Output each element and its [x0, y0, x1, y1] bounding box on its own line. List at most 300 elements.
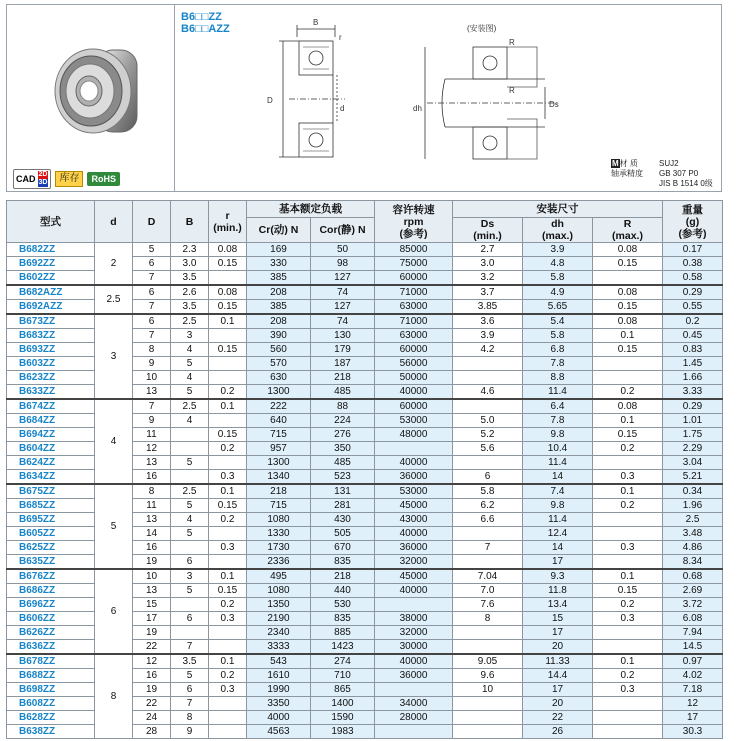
cell-cr: 208 — [247, 314, 311, 329]
cell-r: 0.3 — [209, 683, 247, 697]
cell-r: 0.08 — [209, 243, 247, 257]
cell-cor: 131 — [311, 484, 375, 499]
cell-speed: 60000 — [375, 399, 453, 414]
cell-R: 0.1 — [593, 484, 663, 499]
cell-r: 0.1 — [209, 569, 247, 584]
model-link[interactable]: B674ZZ — [7, 399, 95, 414]
cell-r: 0.1 — [209, 484, 247, 499]
cell-dh: 6.8 — [523, 343, 593, 357]
dim-dh-label: dh — [413, 104, 422, 113]
cell-B: 3.5 — [171, 654, 209, 669]
cell-r: 0.1 — [209, 399, 247, 414]
model-link[interactable]: B688ZZ — [7, 669, 95, 683]
cell-r: 0.2 — [209, 442, 247, 456]
cell-cor: 350 — [311, 442, 375, 456]
cell-r: 0.2 — [209, 513, 247, 527]
cell-w: 3.48 — [663, 527, 723, 541]
cell-ds: 3.9 — [453, 329, 523, 343]
col-R: R (max.) — [593, 218, 663, 243]
cell-cr: 1300 — [247, 385, 311, 400]
cell-cor: 1423 — [311, 640, 375, 655]
cell-speed: 71000 — [375, 285, 453, 300]
cell-B: 2.5 — [171, 484, 209, 499]
cell-dh: 17 — [523, 626, 593, 640]
cell-r: 0.1 — [209, 314, 247, 329]
cell-B: 3.0 — [171, 257, 209, 271]
cell-r — [209, 555, 247, 570]
bore-d-cell: 2 — [95, 243, 133, 286]
cell-w: 0.45 — [663, 329, 723, 343]
cell-D: 8 — [133, 484, 171, 499]
cell-w: 0.83 — [663, 343, 723, 357]
cell-B: 5 — [171, 385, 209, 400]
cell-dh: 14 — [523, 541, 593, 555]
cell-cor: 440 — [311, 584, 375, 598]
cell-cor: 187 — [311, 357, 375, 371]
cell-R — [593, 527, 663, 541]
cell-ds: 9.6 — [453, 669, 523, 683]
cell-speed: 40000 — [375, 654, 453, 669]
table-row — [7, 314, 723, 329]
cell-r — [209, 725, 247, 739]
cell-B — [171, 442, 209, 456]
cell-dh: 6.4 — [523, 399, 593, 414]
cell-ds: 7 — [453, 541, 523, 555]
cell-B: 4 — [171, 343, 209, 357]
cell-B: 3.5 — [171, 271, 209, 286]
model-link[interactable]: B673ZZ — [7, 314, 95, 329]
cell-cr: 715 — [247, 428, 311, 442]
cell-D: 19 — [133, 555, 171, 570]
model-link[interactable]: B686ZZ — [7, 584, 95, 598]
cell-r — [209, 329, 247, 343]
cell-dh: 12.4 — [523, 527, 593, 541]
cell-R: 0.08 — [593, 314, 663, 329]
model-link[interactable]: B682AZZ — [7, 285, 95, 300]
dim-inner-d-label: d — [340, 104, 345, 113]
cad-badge[interactable]: CAD 2D 3D — [13, 169, 51, 189]
bore-d-cell: 2.5 — [95, 285, 133, 314]
cell-ds: 6 — [453, 470, 523, 485]
cell-dh: 9.3 — [523, 569, 593, 584]
cell-B — [171, 541, 209, 555]
cell-dh: 11.4 — [523, 513, 593, 527]
cell-D: 13 — [133, 385, 171, 400]
cell-cor: 98 — [311, 257, 375, 271]
cell-cor: 130 — [311, 329, 375, 343]
cell-dh: 7.4 — [523, 484, 593, 499]
cell-ds: 8 — [453, 612, 523, 626]
cell-R: 0.15 — [593, 300, 663, 315]
cell-D: 11 — [133, 428, 171, 442]
model-link[interactable]: B625ZZ — [7, 541, 95, 555]
model-link[interactable]: B684ZZ — [7, 414, 95, 428]
model-link[interactable]: B683ZZ — [7, 329, 95, 343]
cell-w: 0.2 — [663, 314, 723, 329]
cell-cr: 957 — [247, 442, 311, 456]
cell-dh: 26 — [523, 725, 593, 739]
cell-ds — [453, 456, 523, 470]
cell-R — [593, 640, 663, 655]
cell-r — [209, 414, 247, 428]
cell-w: 1.01 — [663, 414, 723, 428]
cell-B: 3 — [171, 569, 209, 584]
cell-dh: 5.8 — [523, 329, 593, 343]
cell-B: 5 — [171, 499, 209, 513]
cell-cr: 1080 — [247, 584, 311, 598]
cell-r: 0.15 — [209, 257, 247, 271]
cell-r: 0.3 — [209, 612, 247, 626]
install-title: (安装图) — [467, 24, 497, 33]
model-link[interactable]: B636ZZ — [7, 640, 95, 655]
feature-badges — [13, 169, 120, 189]
cell-R — [593, 697, 663, 711]
col-load-group: 基本额定负载 — [247, 201, 375, 218]
cell-dh: 5.65 — [523, 300, 593, 315]
cell-w: 2.69 — [663, 584, 723, 598]
cell-B: 7 — [171, 640, 209, 655]
cell-w: 1.66 — [663, 371, 723, 385]
cell-ds — [453, 697, 523, 711]
cell-speed: 32000 — [375, 626, 453, 640]
cell-B — [171, 626, 209, 640]
cell-w: 1.96 — [663, 499, 723, 513]
cell-cr: 208 — [247, 285, 311, 300]
cell-D: 6 — [133, 285, 171, 300]
cell-cor: 74 — [311, 314, 375, 329]
cell-D: 10 — [133, 371, 171, 385]
cell-dh: 15 — [523, 612, 593, 626]
cell-cr: 715 — [247, 499, 311, 513]
cell-R: 0.2 — [593, 669, 663, 683]
cell-r — [209, 271, 247, 286]
cell-speed: 63000 — [375, 329, 453, 343]
table-row — [7, 285, 723, 300]
cell-speed: 56000 — [375, 357, 453, 371]
cell-dh: 5.4 — [523, 314, 593, 329]
cell-speed: 32000 — [375, 555, 453, 570]
cell-ds: 5.2 — [453, 428, 523, 442]
dim-b-label: B — [313, 18, 319, 27]
cell-cr: 1730 — [247, 541, 311, 555]
cell-cor: 710 — [311, 669, 375, 683]
cell-D: 28 — [133, 725, 171, 739]
cell-speed: 40000 — [375, 527, 453, 541]
model-link[interactable]: B626ZZ — [7, 626, 95, 640]
cell-B — [171, 428, 209, 442]
model-link[interactable]: B603ZZ — [7, 357, 95, 371]
model-link[interactable]: B685ZZ — [7, 499, 95, 513]
cell-B: 6 — [171, 612, 209, 626]
cell-R — [593, 711, 663, 725]
table-row — [7, 399, 723, 414]
cell-B: 3.5 — [171, 300, 209, 315]
cell-cr: 169 — [247, 243, 311, 257]
cell-speed: 28000 — [375, 711, 453, 725]
cell-dh: 8.8 — [523, 371, 593, 385]
cell-cr: 385 — [247, 300, 311, 315]
model-link[interactable]: B698ZZ — [7, 683, 95, 697]
cell-dh: 14.4 — [523, 669, 593, 683]
model-link[interactable]: B638ZZ — [7, 725, 95, 739]
model-link[interactable]: B695ZZ — [7, 513, 95, 527]
model-link[interactable]: B624ZZ — [7, 456, 95, 470]
cell-B — [171, 598, 209, 612]
cell-speed: 43000 — [375, 513, 453, 527]
cell-ds: 2.7 — [453, 243, 523, 257]
cell-dh: 9.8 — [523, 499, 593, 513]
cell-w: 0.68 — [663, 569, 723, 584]
cell-B: 4 — [171, 371, 209, 385]
cell-R: 0.08 — [593, 243, 663, 257]
cell-speed: 75000 — [375, 257, 453, 271]
cell-R: 0.3 — [593, 541, 663, 555]
cell-dh: 20 — [523, 697, 593, 711]
cell-speed: 53000 — [375, 484, 453, 499]
cell-r: 0.2 — [209, 385, 247, 400]
cell-w: 0.38 — [663, 257, 723, 271]
cell-B: 5 — [171, 584, 209, 598]
cell-w: 0.29 — [663, 285, 723, 300]
cell-R: 0.3 — [593, 470, 663, 485]
cell-D: 22 — [133, 697, 171, 711]
cell-D: 7 — [133, 399, 171, 414]
cell-cor: 485 — [311, 456, 375, 470]
cell-D: 22 — [133, 640, 171, 655]
cell-D: 10 — [133, 569, 171, 584]
model-link[interactable]: B623ZZ — [7, 371, 95, 385]
table-row — [7, 654, 723, 669]
cell-r: 0.08 — [209, 285, 247, 300]
cell-R: 0.2 — [593, 598, 663, 612]
cell-dh: 22 — [523, 711, 593, 725]
product-header-panel — [6, 4, 722, 192]
dimension-drawing — [227, 11, 587, 181]
cell-speed: 40000 — [375, 456, 453, 470]
col-d: d — [95, 201, 133, 243]
cell-w: 14.5 — [663, 640, 723, 655]
model-link[interactable]: B605ZZ — [7, 527, 95, 541]
col-cor: Cor(静) N — [311, 218, 375, 243]
model-link[interactable]: B606ZZ — [7, 612, 95, 626]
cell-cr: 3333 — [247, 640, 311, 655]
cell-D: 19 — [133, 626, 171, 640]
cell-B: 2.5 — [171, 314, 209, 329]
cell-w: 3.04 — [663, 456, 723, 470]
cell-B: 2.3 — [171, 243, 209, 257]
cell-dh: 11.33 — [523, 654, 593, 669]
cell-w: 0.17 — [663, 243, 723, 257]
cell-B: 5 — [171, 357, 209, 371]
cell-ds — [453, 555, 523, 570]
cell-w: 8.34 — [663, 555, 723, 570]
cell-B — [171, 470, 209, 485]
cell-cor: 1983 — [311, 725, 375, 739]
cell-R: 0.08 — [593, 399, 663, 414]
cell-cor: 835 — [311, 555, 375, 570]
cell-B: 6 — [171, 555, 209, 570]
col-ds: Ds (min.) — [453, 218, 523, 243]
cell-D: 13 — [133, 456, 171, 470]
cell-B: 4 — [171, 414, 209, 428]
cell-D: 14 — [133, 527, 171, 541]
cell-D: 17 — [133, 612, 171, 626]
table-row — [7, 243, 723, 257]
cell-D: 16 — [133, 669, 171, 683]
stock-badge: 库存 — [55, 171, 83, 187]
cell-cor: 835 — [311, 612, 375, 626]
cell-ds: 9.05 — [453, 654, 523, 669]
cell-D: 13 — [133, 513, 171, 527]
cell-B: 5 — [171, 669, 209, 683]
cell-cr: 385 — [247, 271, 311, 286]
cell-R: 0.1 — [593, 414, 663, 428]
cell-R — [593, 513, 663, 527]
cell-cor: 224 — [311, 414, 375, 428]
cell-r — [209, 697, 247, 711]
cell-cr: 2340 — [247, 626, 311, 640]
cell-speed: 40000 — [375, 584, 453, 598]
cell-cor: 218 — [311, 371, 375, 385]
cell-w: 6.08 — [663, 612, 723, 626]
model-link[interactable]: B676ZZ — [7, 569, 95, 584]
cell-cr: 495 — [247, 569, 311, 584]
cell-ds — [453, 399, 523, 414]
cell-w: 12 — [663, 697, 723, 711]
cell-D: 6 — [133, 314, 171, 329]
cell-speed: 45000 — [375, 499, 453, 513]
bore-d-cell: 6 — [95, 569, 133, 654]
cell-R — [593, 371, 663, 385]
cell-w: 4.86 — [663, 541, 723, 555]
cell-R — [593, 555, 663, 570]
cell-D: 12 — [133, 654, 171, 669]
cell-D: 19 — [133, 683, 171, 697]
cell-dh: 7.8 — [523, 357, 593, 371]
model-link[interactable]: B628ZZ — [7, 711, 95, 725]
cell-B: 6 — [171, 683, 209, 697]
cell-r — [209, 640, 247, 655]
cell-cr: 1330 — [247, 527, 311, 541]
cell-cor: 670 — [311, 541, 375, 555]
cell-cr: 390 — [247, 329, 311, 343]
cell-ds — [453, 725, 523, 739]
cell-cor: 281 — [311, 499, 375, 513]
cell-speed — [375, 442, 453, 456]
cell-B: 4 — [171, 513, 209, 527]
model-link[interactable]: B678ZZ — [7, 654, 95, 669]
col-weight: 重量 (g) (参考) — [663, 201, 723, 243]
cell-cr: 2336 — [247, 555, 311, 570]
cell-R: 0.2 — [593, 499, 663, 513]
cell-r: 0.1 — [209, 654, 247, 669]
model-link[interactable]: B696ZZ — [7, 598, 95, 612]
cell-cor: 179 — [311, 343, 375, 357]
cell-w: 1.75 — [663, 428, 723, 442]
model-link[interactable]: B604ZZ — [7, 442, 95, 456]
cell-D: 7 — [133, 329, 171, 343]
cell-ds: 7.04 — [453, 569, 523, 584]
cell-ds: 7.0 — [453, 584, 523, 598]
cell-dh: 17 — [523, 683, 593, 697]
cell-ds — [453, 357, 523, 371]
rohs-badge: RoHS — [87, 172, 120, 186]
cell-D: 24 — [133, 711, 171, 725]
cell-cr: 1300 — [247, 456, 311, 470]
cell-cor: 127 — [311, 300, 375, 315]
cell-speed: 38000 — [375, 612, 453, 626]
model-link[interactable]: B692AZZ — [7, 300, 95, 315]
model-link[interactable]: B693ZZ — [7, 343, 95, 357]
cell-D: 16 — [133, 541, 171, 555]
cell-r: 0.15 — [209, 428, 247, 442]
cell-ds: 3.6 — [453, 314, 523, 329]
cell-speed: 36000 — [375, 541, 453, 555]
model-link[interactable]: B694ZZ — [7, 428, 95, 442]
cell-ds: 10 — [453, 683, 523, 697]
cell-R — [593, 626, 663, 640]
cell-speed — [375, 725, 453, 739]
model-link[interactable]: B633ZZ — [7, 385, 95, 400]
spec-table — [6, 200, 723, 739]
cell-D: 6 — [133, 257, 171, 271]
cell-speed: 48000 — [375, 428, 453, 442]
cell-dh: 3.9 — [523, 243, 593, 257]
cell-R: 0.15 — [593, 257, 663, 271]
cell-cr: 1990 — [247, 683, 311, 697]
cell-r — [209, 456, 247, 470]
cell-r: 0.3 — [209, 470, 247, 485]
model-link[interactable]: B634ZZ — [7, 470, 95, 485]
cell-cr: 218 — [247, 484, 311, 499]
cell-speed: 53000 — [375, 414, 453, 428]
model-link[interactable]: B608ZZ — [7, 697, 95, 711]
model-link[interactable]: B692ZZ — [7, 257, 95, 271]
cell-speed: 71000 — [375, 314, 453, 329]
product-photo — [7, 5, 175, 191]
model-link[interactable]: B682ZZ — [7, 243, 95, 257]
cell-cr: 560 — [247, 343, 311, 357]
cell-cor: 530 — [311, 598, 375, 612]
cell-r: 0.15 — [209, 584, 247, 598]
cell-cor: 127 — [311, 271, 375, 286]
col-B: B — [171, 201, 209, 243]
cell-w: 7.18 — [663, 683, 723, 697]
cell-dh: 13.4 — [523, 598, 593, 612]
cell-cr: 2190 — [247, 612, 311, 626]
cell-ds: 3.2 — [453, 271, 523, 286]
cell-ds: 6.2 — [453, 499, 523, 513]
cell-B: 7 — [171, 697, 209, 711]
cell-D: 15 — [133, 598, 171, 612]
model-link[interactable]: B675ZZ — [7, 484, 95, 499]
cell-cor: 88 — [311, 399, 375, 414]
model-link[interactable]: B635ZZ — [7, 555, 95, 570]
cell-r — [209, 527, 247, 541]
cell-ds: 3.0 — [453, 257, 523, 271]
model-link[interactable]: B602ZZ — [7, 271, 95, 286]
cell-R: 0.15 — [593, 428, 663, 442]
cell-R: 0.1 — [593, 329, 663, 343]
cell-w: 30.3 — [663, 725, 723, 739]
cell-dh: 4.9 — [523, 285, 593, 300]
dim-r-label: r — [339, 33, 342, 42]
cell-cor: 1400 — [311, 697, 375, 711]
cell-cor: 865 — [311, 683, 375, 697]
cell-ds: 6.6 — [453, 513, 523, 527]
series-title: B6□□ZZ B6□□AZZ — [181, 11, 230, 35]
cell-r: 0.2 — [209, 669, 247, 683]
